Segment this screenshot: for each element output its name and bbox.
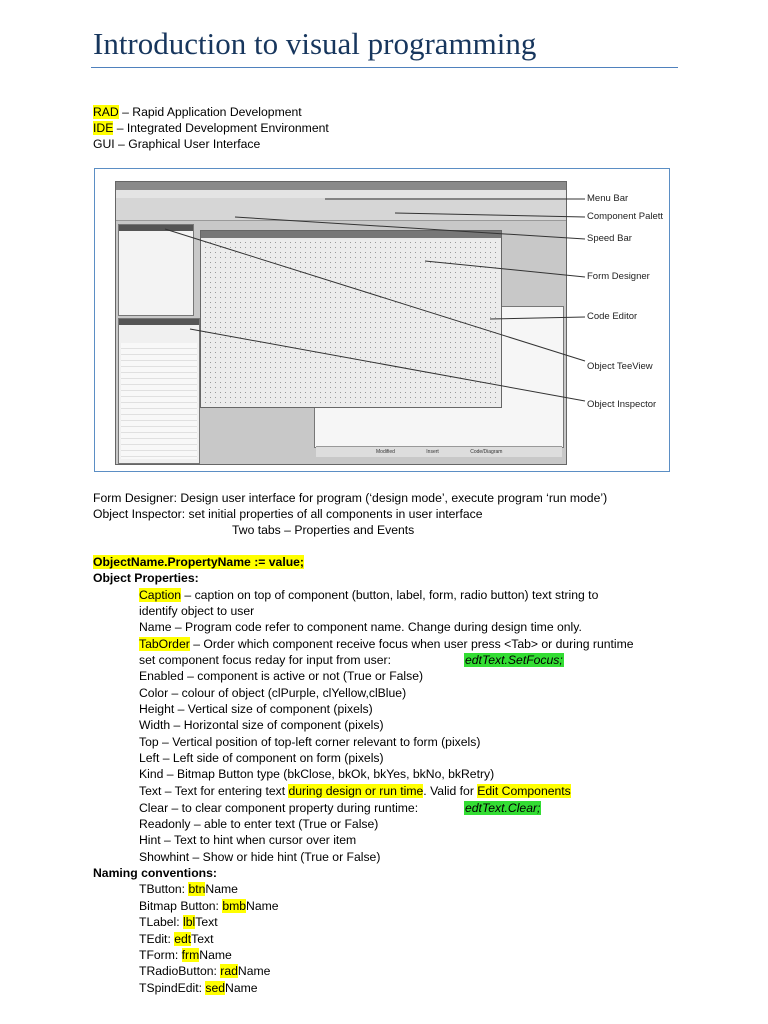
acronym-abbr: IDE	[93, 121, 114, 135]
naming-pre: TLabel:	[139, 915, 184, 929]
prop-showhint: Showhint – Show or hide hint (True or False)	[139, 850, 381, 864]
prop-term: Caption	[139, 588, 182, 602]
prop-color: Color – colour of object (clPurple, clYellow,clBlue)	[139, 686, 407, 700]
naming-prefix: edt	[174, 932, 192, 946]
naming-pre: TSpindEdit:	[139, 981, 206, 995]
naming-post: Name	[199, 948, 232, 962]
prop-caption	[139, 587, 598, 603]
naming-post: Text	[195, 915, 218, 929]
status-modified: Modified	[376, 449, 395, 455]
naming-post: Name	[237, 964, 271, 978]
prop-term: TabOrder	[139, 637, 190, 651]
naming-pre: Bitmap Button:	[139, 899, 223, 913]
acronym-text: – Rapid Application Development	[118, 105, 302, 119]
acronym-abbr: GUI	[93, 137, 115, 151]
arrow-object-treeview	[165, 229, 585, 361]
label-form-designer: Form Designer	[587, 271, 650, 282]
object-inspector-desc: Object Inspector: set initial properties of all components in user interface	[93, 507, 483, 521]
naming-post: Name	[246, 899, 279, 913]
callout-arrows	[95, 169, 669, 471]
naming-item	[139, 931, 214, 947]
code-text: edtText.Clear;	[465, 801, 541, 815]
prop-enabled: Enabled – component is active or not (True or False)	[139, 669, 424, 683]
prop-text-mid: . Valid for	[423, 784, 478, 798]
label-speed-bar: Speed Bar	[587, 233, 632, 244]
prop-top: Top – Vertical position of top-left corner relevant to form (pixels)	[139, 735, 481, 749]
naming-item	[139, 914, 218, 930]
prop-width: Width – Horizontal size of component (pixels)	[139, 718, 384, 732]
label-component-palette: Component Palett	[587, 211, 664, 222]
prop-caption-cont: identify object to user	[139, 604, 255, 618]
object-properties-heading: Object Properties:	[93, 571, 199, 585]
naming-prefix: lbl	[183, 915, 196, 929]
acronym-rad	[93, 104, 302, 120]
code-clear	[464, 800, 541, 816]
naming-heading: Naming conventions:	[93, 866, 217, 880]
acronym-text: – Integrated Development Environment	[113, 121, 329, 135]
two-tabs-desc: Two tabs – Properties and Events	[232, 523, 415, 537]
prop-text-hl2: Edit Components	[477, 784, 571, 798]
prop-left: Left – Left side of component on form (pixels)	[139, 751, 384, 765]
naming-prefix: frm	[181, 948, 200, 962]
prop-height: Height – Vertical size of component (pixels)	[139, 702, 373, 716]
acronym-abbr: RAD	[93, 105, 119, 119]
status-tab: Code/Diagram	[470, 449, 503, 455]
label-object-treeview: Object TeeView	[587, 361, 653, 372]
arrow-component-palette	[395, 213, 585, 217]
naming-post: Name	[225, 981, 258, 995]
form-designer-desc: Form Designer: Design user interface for program (‘design mode’, execute program ‘run mode’)	[93, 491, 608, 505]
page-title: Introduction to visual programming	[93, 26, 537, 61]
naming-pre: TButton:	[139, 882, 189, 896]
prop-hint: Hint – Text to hint when cursor over item	[139, 833, 357, 847]
title-underline	[91, 67, 678, 68]
arrow-object-inspector	[190, 329, 585, 401]
naming-item	[139, 881, 238, 897]
naming-prefix: btn	[188, 882, 206, 896]
arrow-speed-bar	[235, 217, 585, 239]
acronym-ide	[93, 120, 329, 136]
label-menu-bar: Menu Bar	[587, 193, 629, 204]
naming-prefix: sed	[205, 981, 226, 995]
syntax-text: ObjectName.PropertyName := value;	[93, 555, 304, 569]
naming-item	[139, 947, 232, 963]
status-insert: Insert	[426, 449, 439, 455]
naming-pre: TEdit:	[139, 932, 175, 946]
prop-text-pre: Text – Text for entering text	[139, 784, 289, 798]
naming-post: Name	[205, 882, 238, 896]
label-code-editor: Code Editor	[587, 311, 638, 322]
prop-taborder-cont: set component focus reday for input from user:	[139, 653, 391, 667]
code-setfocus	[464, 652, 564, 668]
naming-pre: TRadioButton:	[139, 964, 221, 978]
prop-text-field	[139, 783, 571, 799]
code-text: edtText.SetFocus;	[465, 653, 563, 667]
naming-prefix: rad	[220, 964, 238, 978]
naming-item	[139, 898, 279, 914]
prop-kind: Kind – Bitmap Button type (bkClose, bkOk, bkYes, bkNo, bkRetry)	[139, 767, 495, 781]
syntax-line	[93, 554, 304, 570]
arrow-form-designer	[425, 261, 585, 277]
acronym-text: – Graphical User Interface	[114, 137, 261, 151]
prop-text: – Order which component receive focus when user press <Tab> or during runtime	[189, 637, 634, 651]
prop-taborder	[139, 636, 634, 652]
label-object-inspector: Object Inspector	[587, 399, 657, 410]
acronym-gui	[93, 136, 260, 152]
prop-clear: Clear – to clear component property during runtime:	[139, 801, 419, 815]
prop-text-hl1: during design or run time	[288, 784, 424, 798]
naming-prefix: bmb	[222, 899, 247, 913]
prop-name: Name – Program code refer to component name. Change during design time only.	[139, 620, 582, 634]
prop-readonly: Readonly – able to enter text (True or False)	[139, 817, 379, 831]
ide-screenshot-figure	[94, 168, 670, 472]
prop-text: – caption on top of component (button, label, form, radio button) text string to	[181, 588, 599, 602]
naming-post: Text	[191, 932, 214, 946]
naming-item	[139, 980, 258, 996]
naming-item	[139, 963, 270, 979]
arrow-code-editor	[490, 317, 585, 319]
naming-pre: TForm:	[139, 948, 182, 962]
